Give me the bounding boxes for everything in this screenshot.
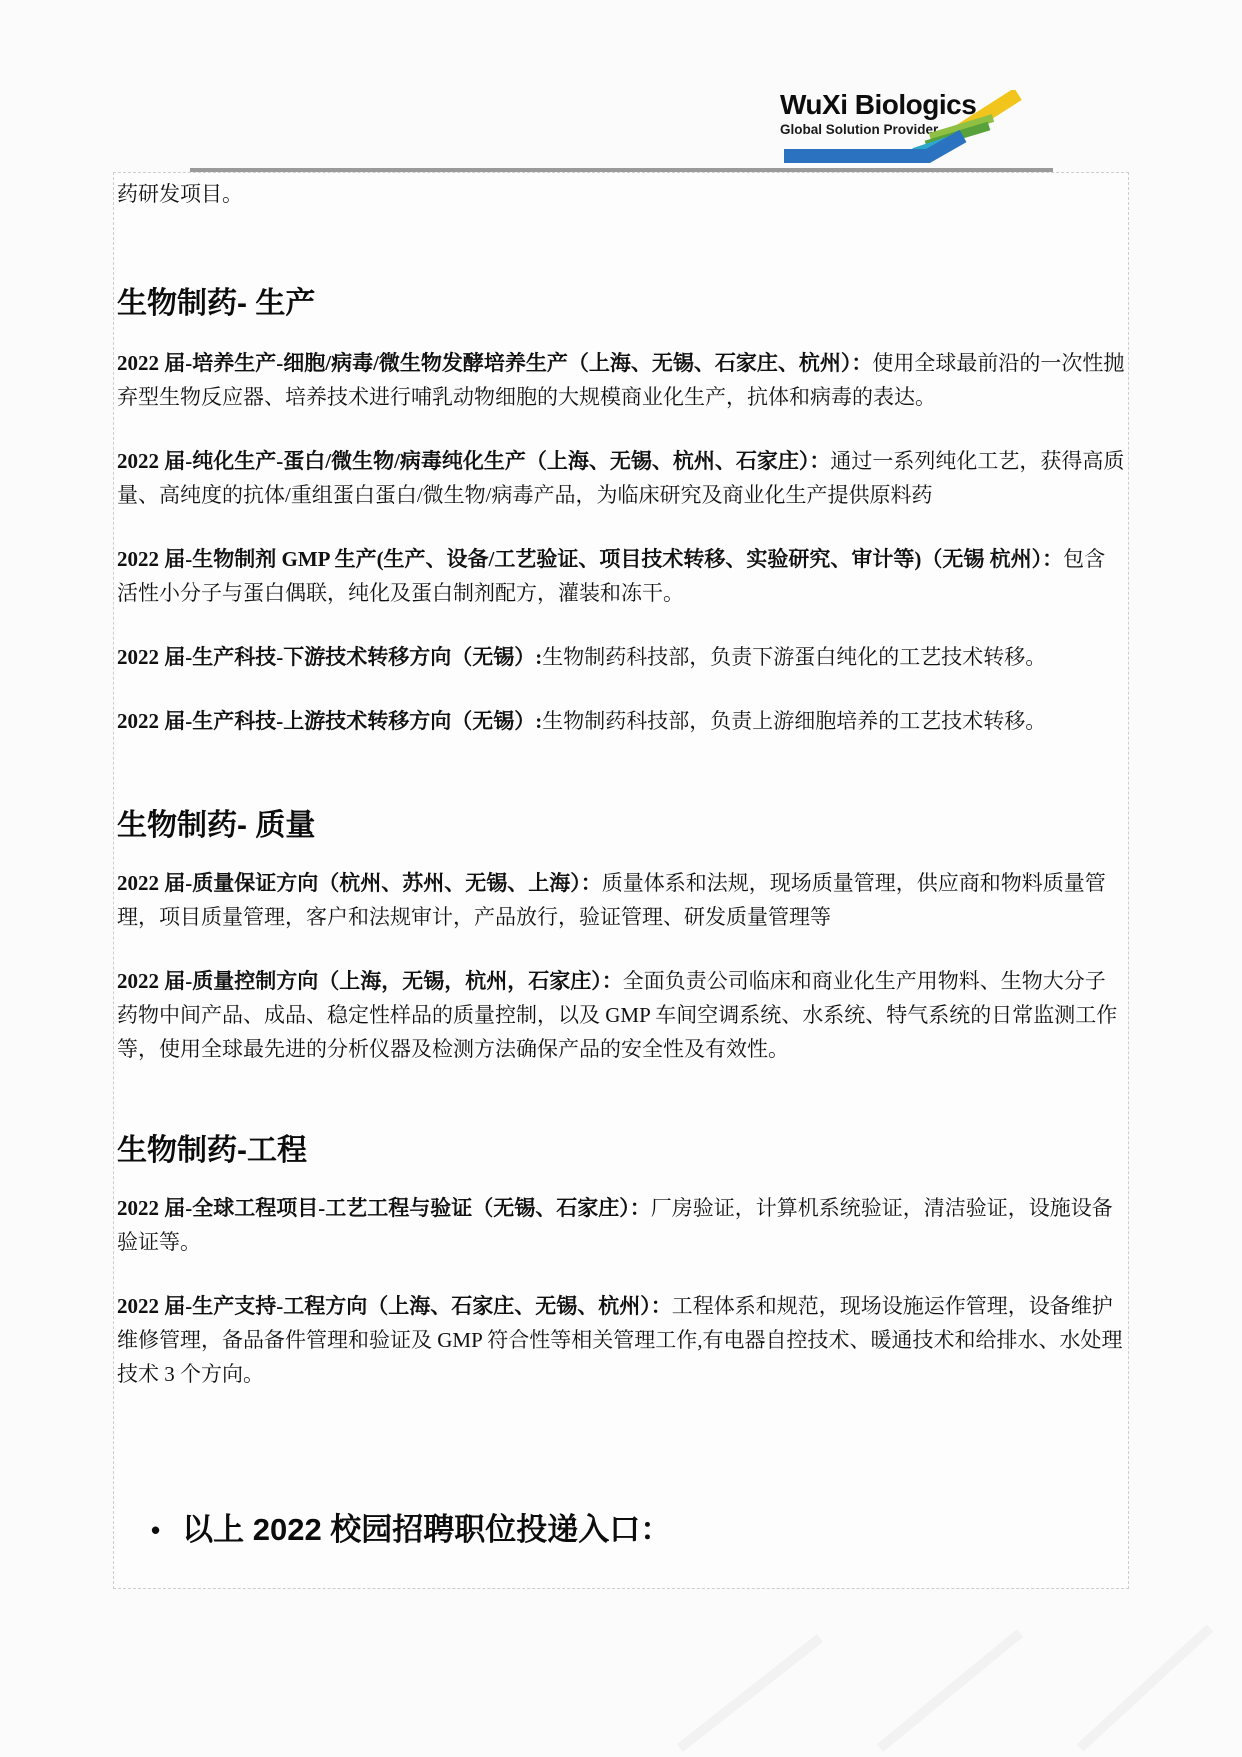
job-paragraph	[117, 964, 1125, 1066]
logo-swoosh-icon	[780, 90, 1025, 168]
section-heading-production: 生物制药- 生产	[117, 287, 316, 320]
logo-tagline: Global Solution Provider	[780, 122, 939, 137]
job-title: 2022 届-全球工程项目-工艺工程与验证（无锡、石家庄）：	[117, 1196, 651, 1220]
job-title: 2022 届-纯化生产-蛋白/微生物/病毒纯化生产（上海、无锡、杭州、石家庄）：	[117, 449, 831, 473]
job-paragraph	[117, 1191, 1125, 1259]
job-description: 工程体系和规范，现场设施运作管理，设备维护维修管理，备品备件管理和验证及 GMP 符合性等相关管理工作,有电器自控技术、暖通技术和给排水、水处理技术 3 个方向。	[117, 1294, 1123, 1386]
job-title: 2022 届-生产科技-下游技术转移方向（无锡）:	[117, 645, 543, 669]
job-description: 使用全球最前沿的一次性抛弃型生物反应器、培养技术进行哺乳动物细胞的大规模商业化生产，抗体和病毒的表达。	[117, 351, 1125, 409]
job-description: 生物制药科技部，负责下游蛋白纯化的工艺技术转移。	[542, 645, 1047, 669]
section-heading-quality: 生物制药- 质量	[117, 809, 316, 842]
job-paragraph	[117, 542, 1125, 610]
job-paragraph	[117, 346, 1125, 414]
job-paragraph	[117, 1289, 1125, 1391]
section-heading-engineering: 生物制药-工程	[117, 1134, 307, 1167]
logo-title: WuXi Biologics	[780, 89, 977, 120]
job-paragraph	[117, 444, 1125, 512]
job-title: 2022 届-质量控制方向（上海，无锡，杭州，石家庄）：	[117, 969, 623, 993]
job-paragraph	[117, 640, 1125, 674]
job-description: 厂房验证，计算机系统验证，清洁验证，设施设备验证等。	[117, 1196, 1113, 1254]
job-title: 2022 届-生产科技-上游技术转移方向（无锡）:	[117, 709, 543, 733]
job-description: 生物制药科技部，负责上游细胞培养的工艺技术转移。	[542, 709, 1047, 733]
application-entry-line	[117, 1508, 1125, 1552]
document-content-frame	[113, 172, 1129, 1589]
job-description: 包含活性小分子与蛋白偶联，纯化及蛋白制剂配方，灌装和冻干。	[117, 547, 1106, 605]
application-entry-text: 以上 2022 校园招聘职位投递入口：	[182, 1512, 672, 1547]
job-paragraph	[117, 866, 1125, 934]
intro-line: 药研发项目。	[117, 182, 243, 206]
job-description: 通过一系列纯化工艺，获得高质量、高纯度的抗体/重组蛋白蛋白/微生物/病毒产品，为临床研究及商业化生产提供原料药	[117, 449, 1125, 507]
job-paragraph	[117, 704, 1125, 738]
bullet-icon: •	[151, 1515, 161, 1545]
job-title: 2022 届-生物制剂 GMP 生产(生产、设备/工艺验证、项目技术转移、实验研究、审计等)（无锡 杭州）：	[117, 547, 1064, 571]
wuxi-biologics-logo	[780, 90, 1025, 168]
job-description: 质量体系和法规，现场质量管理，供应商和物料质量管理，项目质量管理，客户和法规审计，产品放行，验证管理、研发质量管理等	[117, 871, 1106, 929]
job-title: 2022 届-生产支持-工程方向（上海、石家庄、无锡、杭州）：	[117, 1294, 672, 1318]
job-title: 2022 届-培养生产-细胞/病毒/微生物发酵培养生产（上海、无锡、石家庄、杭州）：	[117, 351, 873, 375]
scan-artifact-marks	[620, 1598, 1220, 1753]
job-title: 2022 届-质量保证方向（杭州、苏州、无锡、上海）：	[117, 871, 602, 895]
job-description: 全面负责公司临床和商业化生产用物料、生物大分子药物中间产品、成品、稳定性样品的质量控制，以及 GMP 车间空调系统、水系统、特气系统的日常监测工作等，使用全球最先进的分析仪器及检测方法确保产品的安全性及有效性。	[117, 969, 1118, 1061]
